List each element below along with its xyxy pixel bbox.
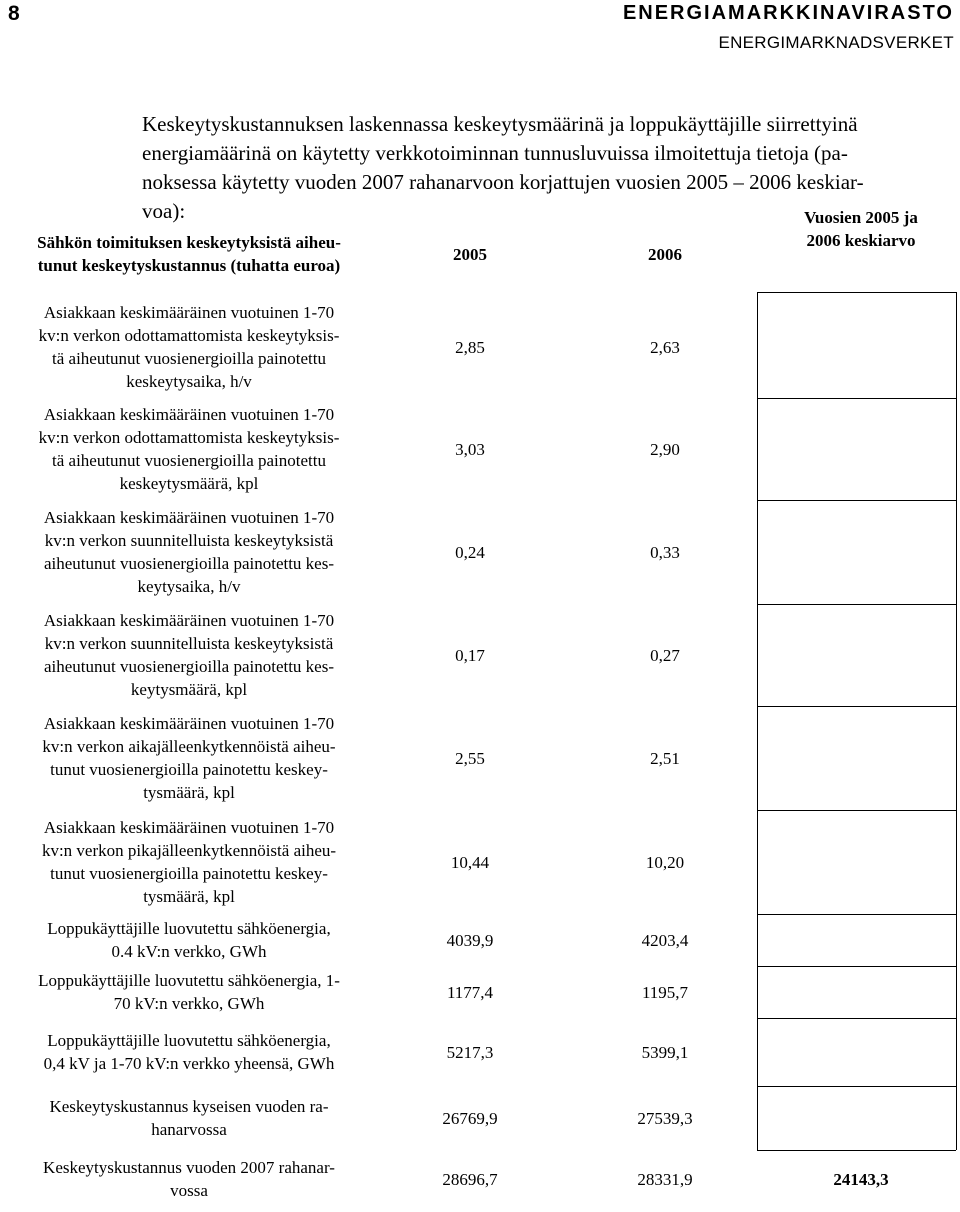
table-cell-2005: 2,85 — [455, 337, 485, 357]
grid-line — [757, 914, 956, 915]
label-line: Sähkön toimituksen keskeytyksistä aiheu- — [37, 233, 341, 252]
table-header-2005: 2005 — [453, 244, 487, 264]
grid-line — [757, 292, 758, 1150]
table-cell-2005: 0,17 — [455, 645, 485, 665]
table-cell-2005: 3,03 — [455, 439, 485, 459]
grid-line — [757, 810, 956, 811]
table-cell-average — [762, 1086, 960, 1150]
label-line: 70 kV:n verkko, GWh — [113, 994, 265, 1013]
page-number: 8 — [8, 2, 20, 25]
table-cell-average — [762, 966, 960, 1018]
header-average-line: Vuosien 2005 ja — [804, 208, 918, 227]
table-cell-2006: 1195,7 — [641, 982, 689, 1002]
table-cell-2005: 26769,9 — [442, 1108, 498, 1128]
table-cell-average — [762, 1018, 960, 1086]
table-cell-average — [762, 604, 960, 706]
table-row-label — [8, 914, 370, 966]
label-line: aiheutunut vuosienergioilla painotettu kes- — [43, 657, 335, 676]
table-cell-average — [762, 810, 960, 914]
grid-line — [757, 500, 956, 501]
table-row-label — [8, 706, 370, 810]
table-cell-2006: 0,33 — [650, 542, 680, 562]
label-line: keytysaika, h/v — [137, 577, 241, 596]
table-cell-2005: 1177,4 — [446, 982, 494, 1002]
label-line: kv:n verkon odottamattomista keskeytyksis- — [38, 428, 340, 447]
label-line: kv:n verkon pikajälleenkytkennöistä aiheu- — [41, 841, 337, 860]
grid-line — [757, 1150, 956, 1151]
table-cell-2005: 5217,3 — [446, 1042, 494, 1062]
label-line: keytysmäärä, kpl — [130, 680, 248, 699]
label-line: kv:n verkon odottamattomista keskeytyksis- — [38, 326, 340, 345]
header-organization-sv: ENERGIMARKNADSVERKET — [718, 33, 954, 52]
label-line: Keskeytyskustannus kyseisen vuoden ra- — [49, 1097, 329, 1116]
grid-line — [757, 292, 956, 293]
table-cell-2006: 28331,9 — [637, 1169, 693, 1189]
table-row-label — [8, 1018, 370, 1086]
grid-line — [956, 292, 957, 1150]
table-cell-2006: 27539,3 — [637, 1108, 693, 1128]
table-cell-2006: 2,90 — [650, 439, 680, 459]
label-line: Asiakkaan keskimääräinen vuotuinen 1-70 — [43, 714, 335, 733]
header-average-line: 2006 keskiarvo — [806, 231, 916, 250]
label-line: tä aiheutunut vuosienergioilla painotettu — [52, 349, 326, 368]
label-line: Asiakkaan keskimääräinen vuotuinen 1-70 — [43, 405, 335, 424]
table-cell-average — [762, 296, 960, 398]
label-line: Asiakkaan keskimääräinen vuotuinen 1-70 — [43, 818, 335, 837]
table-cell-average — [762, 500, 960, 604]
label-line: tysmäärä, kpl — [143, 887, 235, 906]
label-line: Asiakkaan keskimääräinen vuotuinen 1-70 — [43, 508, 335, 527]
label-line: keskeytysaika, h/v — [126, 372, 252, 391]
table-cell-2005: 4039,9 — [446, 930, 494, 950]
label-line: kv:n verkon aikajälleenkytkennöistä aiheu- — [42, 737, 336, 756]
table-row-label — [8, 604, 370, 706]
table-cell-average — [762, 398, 960, 500]
label-line: tysmäärä, kpl — [143, 783, 235, 802]
label-line: Loppukäyttäjille luovutettu sähköenergia, — [47, 1031, 331, 1050]
table-header-average — [762, 206, 960, 290]
label-line: tunut vuosienergioilla painotettu keskey- — [50, 760, 328, 779]
table-row-label — [8, 810, 370, 914]
label-line: Asiakkaan keskimääräinen vuotuinen 1-70 — [43, 611, 335, 630]
label-line: tunut keskeytyskustannus (tuhatta euroa) — [37, 256, 341, 275]
label-line: 0,4 kV ja 1-70 kV:n verkko yheensä, GWh — [43, 1054, 335, 1073]
table-cell-2005: 2,55 — [455, 748, 485, 768]
label-line: Loppukäyttäjille luovutettu sähköenergia, 1- — [38, 971, 340, 990]
label-line: vossa — [170, 1181, 208, 1200]
grid-line — [757, 398, 956, 399]
intro-line: voa): — [142, 199, 186, 223]
grid-line — [757, 966, 956, 967]
label-line: kv:n verkon suunnitelluista keskeytyksistä — [44, 634, 334, 653]
label-line: aiheutunut vuosienergioilla painotettu kes- — [43, 554, 335, 573]
table-cell-average — [762, 914, 960, 966]
table-cell-2006: 4203,4 — [641, 930, 689, 950]
table-row-label — [8, 1150, 370, 1208]
table-row-label — [8, 1086, 370, 1150]
table-header-2006: 2006 — [648, 244, 682, 264]
label-line: tä aiheutunut vuosienergioilla painotettu — [52, 451, 326, 470]
table-cell-2005: 28696,7 — [442, 1169, 498, 1189]
table-row-label — [8, 398, 370, 500]
grid-line — [757, 1018, 956, 1019]
table-cell-2006: 2,63 — [650, 337, 680, 357]
label-line: 0.4 kV:n verkko, GWh — [111, 942, 267, 961]
label-line: hanarvossa — [151, 1120, 227, 1139]
table-cell-2005: 10,44 — [450, 852, 490, 872]
intro-line: Keskeytyskustannuksen laskennassa keskeytysmäärinä ja loppukäyttäjille siirrettyinä — [142, 112, 858, 136]
header-organization-fi: ENERGIAMARKKINAVIRASTO — [622, 2, 954, 24]
table-header-label — [8, 212, 370, 296]
label-line: Asiakkaan keskimääräinen vuotuinen 1-70 — [43, 303, 335, 322]
grid-line — [757, 1086, 956, 1087]
label-line: Keskeytyskustannus vuoden 2007 rahanar- — [43, 1158, 335, 1177]
intro-line: energiamäärinä on käytetty verkkotoiminnan tunnusluvuissa ilmoitettuja tietoja (pa- — [142, 141, 848, 165]
table-cell-2005: 0,24 — [455, 542, 485, 562]
intro-line: noksessa käytetty vuoden 2007 rahanarvoon korjattujen vuosien 2005 – 2006 keskiar- — [142, 170, 864, 194]
table-cell-2006: 10,20 — [645, 852, 685, 872]
table-cell-average: 24143,3 — [833, 1169, 889, 1189]
table-row-label — [8, 296, 370, 398]
table-cell-2006: 2,51 — [650, 748, 680, 768]
label-line: kv:n verkon suunnitelluista keskeytyksistä — [44, 531, 334, 550]
label-line: keskeytysmäärä, kpl — [119, 474, 259, 493]
grid-line — [757, 604, 956, 605]
table-cell-2006: 5399,1 — [641, 1042, 689, 1062]
table-cell-2006: 0,27 — [650, 645, 680, 665]
table-row-label — [8, 500, 370, 604]
label-line: tunut vuosienergioilla painotettu keskey- — [50, 864, 328, 883]
table-row-label — [8, 966, 370, 1018]
grid-line — [757, 706, 956, 707]
table-cell-average — [762, 706, 960, 810]
label-line: Loppukäyttäjille luovutettu sähköenergia, — [47, 919, 331, 938]
